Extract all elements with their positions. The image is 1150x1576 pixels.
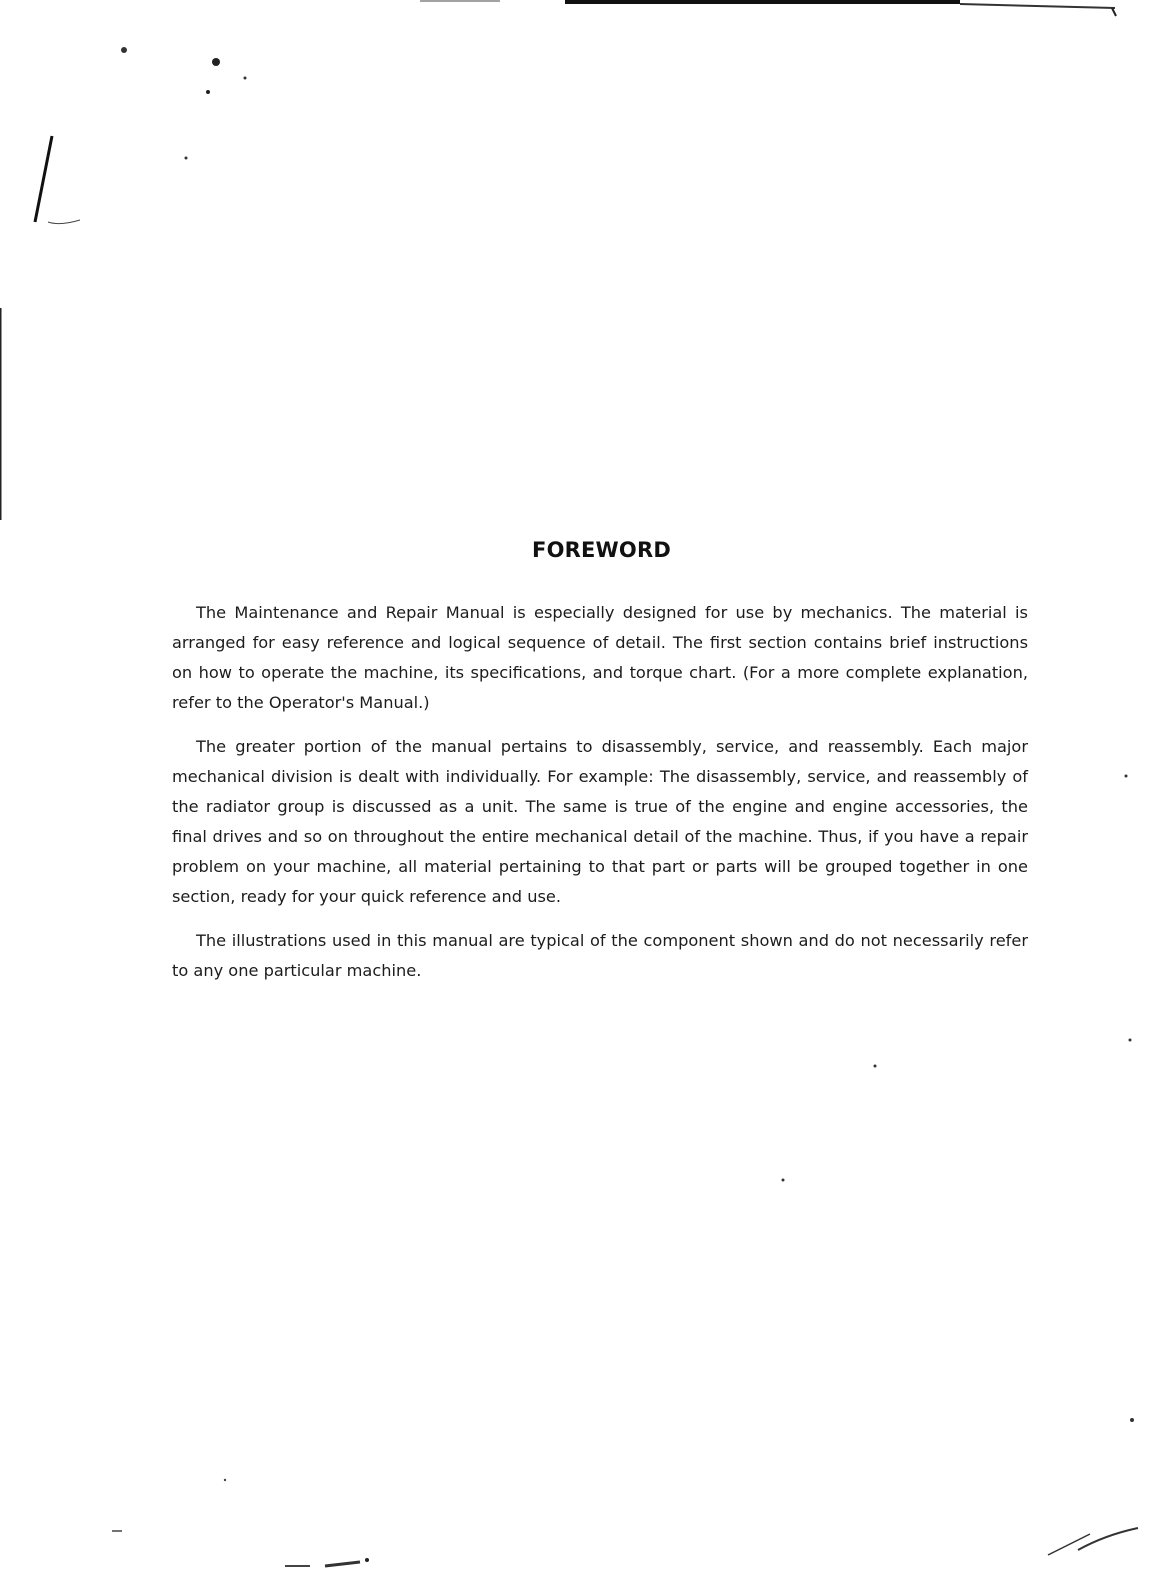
page-title: FOREWORD <box>532 538 671 562</box>
paragraph: The greater portion of the manual pertains to disassembly, service, and reassembly. Each major mechanical division is dealt with individually. For example: The disassembly, service, and reassembly of the radiator group is discussed as a unit. The same is true of the engine and engine accessories, the final drives and so on throughout the entire mechanical detail of the machine. Thus, if you have a repair problem on your machine, all material pertaining to that part or parts will be grouped together in one section, ready for your quick reference and use. <box>172 737 1028 906</box>
foreword-body <box>172 598 1028 1000</box>
paragraph: The Maintenance and Repair Manual is especially designed for use by mechanics. The material is arranged for easy reference and logical sequence of detail. The first section contains brief instructions on how to operate the machine, its specifications, and torque chart. (For a more complete explanation, refer to the Operator's Manual.) <box>172 603 1028 712</box>
paragraph: The illustrations used in this manual are typical of the component shown and do not necessarily refer to any one particular machine. <box>172 931 1028 980</box>
